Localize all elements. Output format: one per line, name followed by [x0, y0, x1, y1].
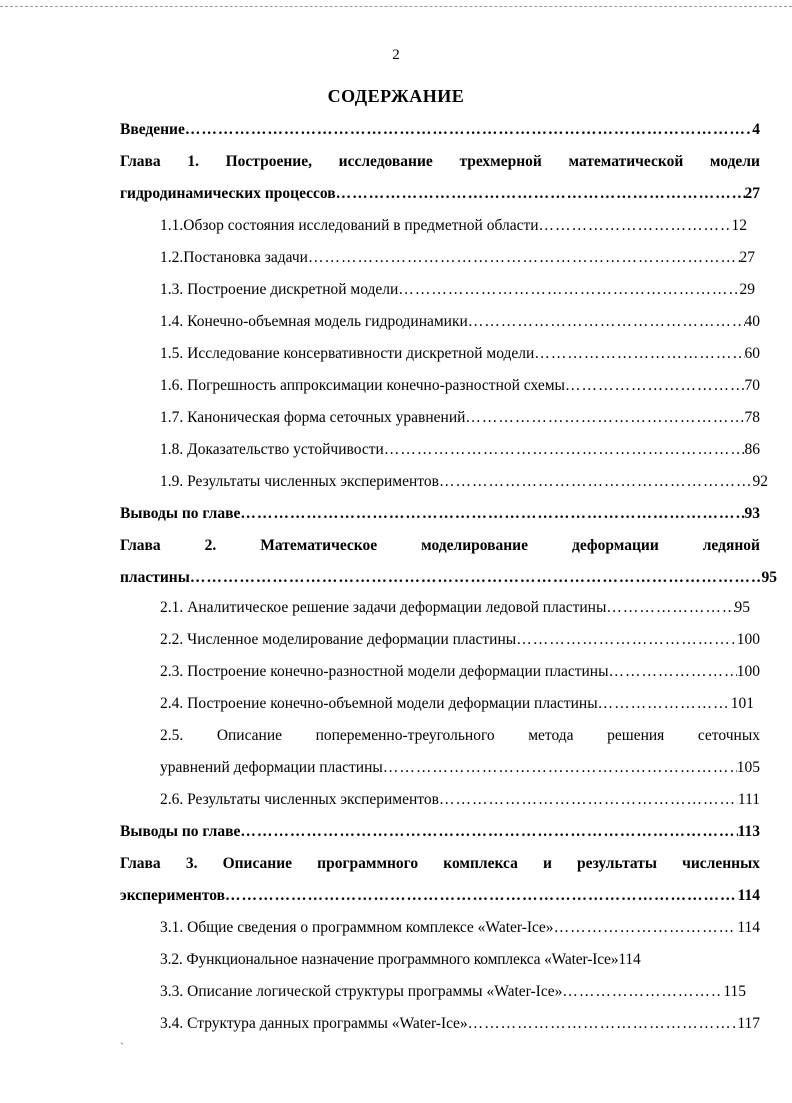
toc-entry-title: 3.1. Общие сведения о программном комплексе «Water-Ice»: [160, 919, 554, 936]
toc-entry-page: 95: [761, 569, 777, 586]
toc-entry-title: 1.7. Каноническая форма сеточных уравнений: [160, 409, 466, 426]
toc-leader-dots: [384, 440, 745, 460]
word: деформации: [571, 537, 659, 554]
toc-item-3-4: [160, 1014, 760, 1034]
toc-entry-title: 3.4. Структура данных программы «Water-Ice»: [160, 1015, 468, 1032]
toc-entry-title: 2.3. Построение конечно-разностной модели деформации пластины: [160, 663, 609, 680]
word: 2.: [204, 537, 217, 554]
toc-entry-title: экспериментов: [120, 887, 225, 904]
word: исследование: [338, 153, 433, 170]
toc-item-2-5-line1: [160, 726, 760, 746]
toc-entry-page: 27: [744, 185, 760, 202]
toc-chapter-3-line2: [120, 886, 760, 906]
word: трехмерной: [459, 153, 542, 170]
toc-entry-page: 70: [744, 377, 760, 394]
toc-entry-page: 117: [737, 1015, 760, 1032]
toc-entry-title: 1.3. Построение дискретной модели: [160, 281, 399, 298]
word: метода: [528, 727, 574, 744]
toc-leader-dots: [565, 376, 745, 396]
word: 2.5.: [160, 727, 184, 744]
toc-leader-dots: [554, 918, 738, 938]
toc-leader-dots: [468, 1014, 738, 1034]
toc-item-2-6: [160, 790, 760, 810]
toc-entry-page: 114: [737, 887, 760, 904]
toc-item-1-5: [160, 344, 760, 364]
word: Глава: [120, 855, 161, 872]
toc-item-1-4: [160, 312, 760, 332]
toc-item-1-6: [160, 376, 760, 396]
toc-conclusions-ch2: [120, 822, 760, 842]
toc-leader-dots: [465, 408, 744, 428]
page-number: 2: [392, 47, 400, 63]
toc-item-1-2: [160, 248, 755, 268]
word: комплекса: [443, 855, 518, 872]
toc-entry-title: Выводы по главе: [120, 823, 241, 840]
toc-item-1-3: [160, 280, 755, 300]
word: Описание: [216, 727, 283, 744]
toc-leader-dots: [336, 184, 745, 204]
toc-entry-title: гидродинамических процессов: [120, 185, 336, 202]
word: результаты: [577, 855, 657, 872]
toc-item-3-2: [160, 950, 760, 970]
toc-entry-title: 1.6. Погрешность аппроксимации конечно-разностной схемы: [160, 377, 565, 394]
toc-item-2-4: [160, 694, 754, 714]
word: программного: [317, 855, 419, 872]
word: 3.: [185, 855, 198, 872]
toc-leader-dots: [240, 504, 744, 524]
toc-entry-page: 114: [618, 951, 641, 968]
toc-leader-dots: [383, 758, 737, 778]
toc-entry-page: 100: [736, 631, 760, 648]
toc-leader-dots: [185, 120, 752, 140]
toc-leader-dots: [225, 886, 738, 906]
toc-leader-dots: [562, 982, 723, 1002]
word: модели: [709, 153, 760, 170]
toc-item-2-5-line2: [160, 758, 760, 778]
word: Глава: [120, 153, 161, 170]
word: Описание: [222, 855, 293, 872]
word: сеточных: [697, 727, 760, 744]
toc-entry-intro: [120, 120, 760, 140]
toc-entry-page: 93: [744, 505, 760, 522]
toc-entry-title: 1.5. Исследование консервативности дискретной модели: [160, 345, 535, 362]
toc-item-2-2: [160, 630, 760, 650]
toc-entry-page: 95: [734, 599, 750, 616]
toc-item-1-1: [160, 216, 747, 236]
toc-entry-page: 4: [752, 121, 760, 138]
toc-entry-title: 2.2. Численное моделирование деформации пластины: [160, 631, 517, 648]
word: 1.: [187, 153, 199, 170]
toc-entry-page: 29: [739, 281, 755, 298]
scan-speck: `: [120, 1040, 124, 1054]
toc-entry-page: 115: [723, 983, 746, 1000]
toc-chapter-2-line1: [120, 536, 760, 556]
word: и: [542, 855, 552, 872]
toc-leader-dots: [190, 568, 762, 588]
toc-entry-title: Введение: [120, 121, 185, 138]
toc-entry-title: пластины: [120, 569, 190, 586]
toc-item-1-8: [160, 440, 760, 460]
toc-entry-title: 1.8. Доказательство устойчивости: [160, 441, 384, 458]
toc-leader-dots: [308, 248, 740, 268]
toc-leader-dots: [468, 312, 745, 332]
word: попеременно-треугольного: [315, 727, 495, 744]
toc-leader-dots: [398, 280, 739, 300]
toc-chapter-1-line1: [120, 152, 760, 172]
toc-item-2-1: [160, 598, 750, 618]
toc-entry-title: 2.6. Результаты численных экспериментов: [160, 791, 439, 808]
word: Глава: [120, 537, 161, 554]
toc-entry-title: 3.3. Описание логической структуры программы «Water-Ice»: [160, 983, 563, 1000]
toc-leader-dots: [439, 472, 753, 492]
toc-entry-page: 12: [731, 217, 747, 234]
toc-entry-title: 1.1.Обзор состояния исследований в предметной области: [160, 217, 539, 234]
toc-entry-page: 114: [737, 919, 760, 936]
toc-leader-dots: [240, 822, 737, 842]
word: моделирование: [421, 537, 528, 554]
toc-entry-title: 1.2.Постановка задачи: [160, 249, 308, 266]
toc-entry-page: 86: [744, 441, 760, 458]
toc-item-3-3: [160, 982, 746, 1002]
scan-top-edge: [0, 6, 792, 7]
toc-entry-page: 113: [737, 823, 760, 840]
toc-entry-page: 111: [737, 791, 760, 808]
toc-leader-dots: [534, 344, 744, 364]
toc-item-1-7: [160, 408, 760, 428]
word: решения: [607, 727, 665, 744]
word: Построение,: [225, 153, 312, 170]
toc-chapter-3-line1: [120, 854, 760, 874]
toc-entry-title: 1.4. Конечно-объемная модель гидродинамики: [160, 313, 468, 330]
toc-conclusions-ch1: [120, 504, 760, 524]
toc-leader-dots: [606, 598, 734, 618]
toc-leader-dots: [516, 630, 737, 650]
toc-entry-title: 1.9. Результаты численных экспериментов: [160, 473, 439, 490]
toc-entry-title: 3.2. Функциональное назначение программного комплекса «Water-Ice»: [160, 951, 619, 968]
toc-entry-page: 40: [744, 313, 760, 330]
toc-entry-title: уравнений деформации пластины: [160, 759, 383, 776]
toc-item-2-3: [160, 662, 760, 682]
toc-chapter-1-line2: [120, 184, 760, 204]
toc-entry-page: 60: [744, 345, 760, 362]
toc-leader-dots: [609, 662, 737, 682]
word: Математическое: [260, 537, 378, 554]
page-title: СОДЕРЖАНИЕ: [327, 86, 465, 106]
toc-entry-title: 2.1. Аналитическое решение задачи деформации ледовой пластины: [160, 599, 607, 616]
toc-leader-dots: [539, 216, 732, 236]
word: численных: [682, 855, 760, 872]
toc-item-1-9: [160, 472, 768, 492]
toc-entry-title: Выводы по главе: [120, 505, 241, 522]
word: ледяной: [702, 537, 760, 554]
toc-entry-title: 2.4. Построение конечно-объемной модели деформации пластины: [160, 695, 598, 712]
toc-leader-dots: [598, 694, 731, 714]
toc-entry-page: 101: [730, 695, 754, 712]
toc-chapter-2-line2: [120, 568, 777, 588]
toc-item-3-1: [160, 918, 760, 938]
word: математической: [568, 153, 684, 170]
toc-entry-page: 105: [736, 759, 760, 776]
toc-entry-page: 78: [744, 409, 760, 426]
toc-entry-page: 27: [739, 249, 755, 266]
toc-leader-dots: [439, 790, 738, 810]
toc-entry-page: 100: [736, 663, 760, 680]
toc-entry-page: 92: [752, 473, 768, 490]
